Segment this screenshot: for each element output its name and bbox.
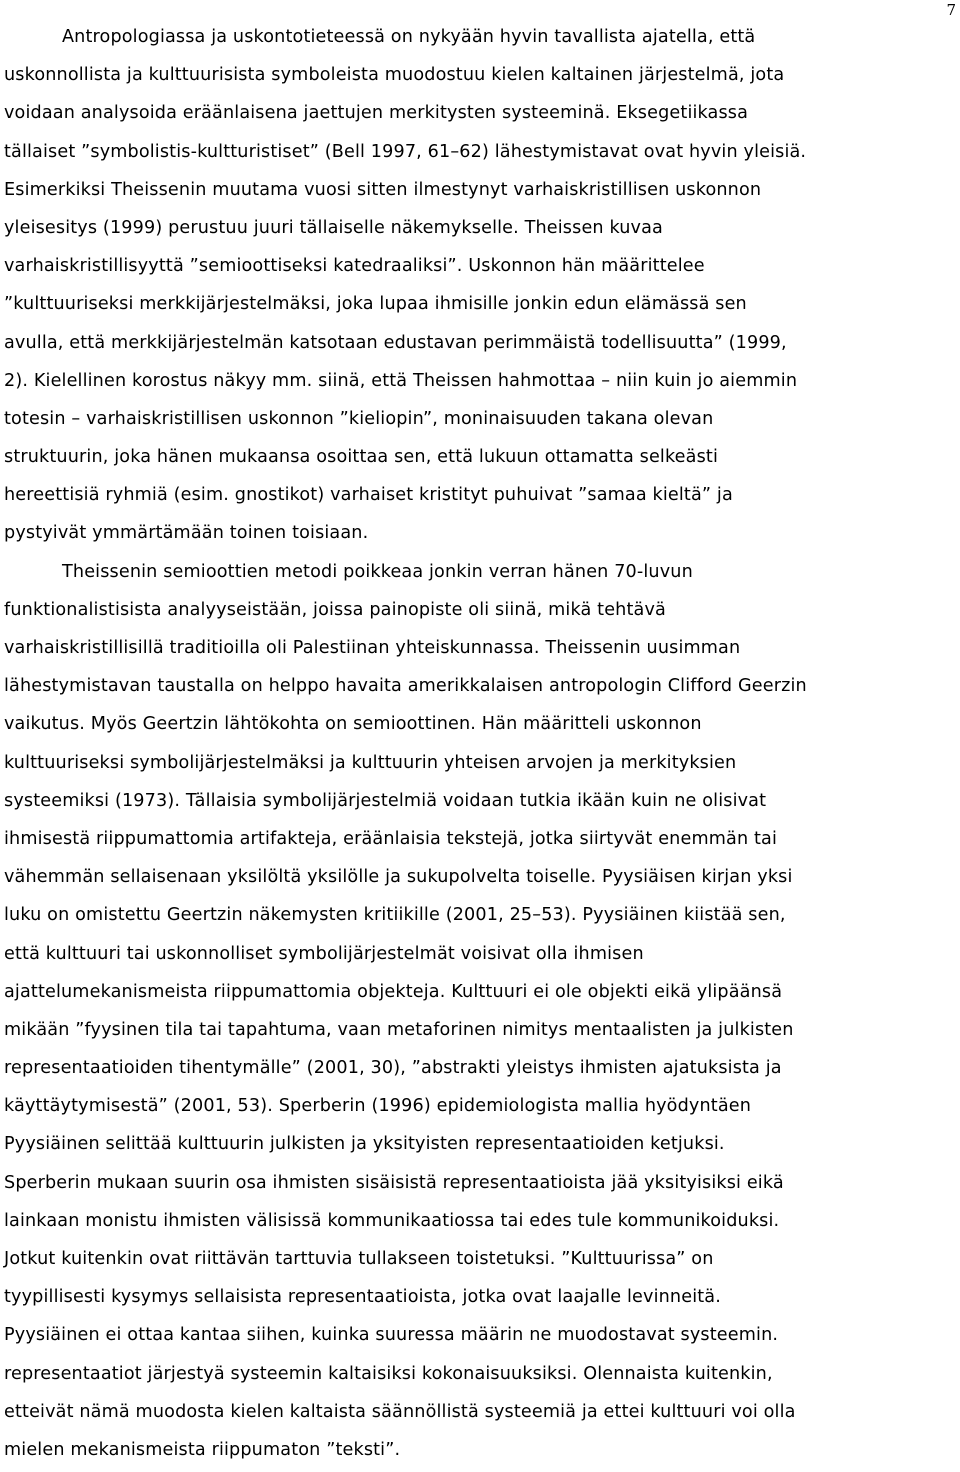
page-number: 7 — [946, 1, 956, 19]
paragraph-2 — [4, 553, 956, 1470]
text-line: avulla, että merkkijärjestelmän katsotaan edustavan perimmäistä todellisuutta” (1999, — [4, 332, 787, 353]
text-line: systeemiksi (1973). Tällaisia symbolijärjestelmiä voidaan tutkia ikään kuin ne olisivat — [4, 790, 767, 811]
paragraph-1 — [4, 18, 956, 553]
text-line: vähemmän sellaisenaan yksilöltä yksilölle ja sukupolvelta toiselle. Pyysiäisen kirjan yksi — [4, 867, 793, 888]
text-line: funktionalistisista analyyseistään, joissa painopiste oli siinä, mikä tehtävä — [4, 599, 666, 620]
body-text — [4, 18, 956, 1469]
text-line: ”kulttuuriseksi merkkijärjestelmäksi, joka lupaa ihmisille jonkin edun elämässä sen — [4, 294, 747, 315]
text-line: Pyysiäinen selittää kulttuurin julkisten ja yksityisten representaatioiden ketjuksi. — [4, 1134, 725, 1155]
text-line: yleisesitys (1999) perustuu juuri tällaiselle näkemykselle. Theissen kuvaa — [4, 217, 663, 238]
text-line: luku on omistettu Geertzin näkemysten kritiikille (2001, 25–53). Pyysiäinen kiistää sen, — [4, 905, 786, 926]
text-line: ajattelumekanismeista riippumattomia objekteja. Kulttuuri ei ole objekti eikä ylipäänsä — [4, 981, 783, 1002]
text-line: uskonnollista ja kulttuurisista symboleista muodostuu kielen kaltainen järjestelmä, jota — [4, 65, 785, 86]
text-line: käyttäytymisestä” (2001, 53). Sperberin (1996) epidemiologista mallia hyödyntäen — [4, 1096, 752, 1117]
text-line: Pyysiäinen ei ottaa kantaa siihen, kuinka suuressa määrin ne muodostavat systeemin. — [4, 1325, 779, 1346]
text-line: pystyivät ymmärtämään toinen toisiaan. — [4, 523, 369, 544]
text-line: Sperberin mukaan suurin osa ihmisten sisäisistä representaatioista jää yksityisiksi eikä — [4, 1172, 784, 1193]
text-line: tällaiset ”symbolistis-kultturistiset” (Bell 1997, 61–62) lähestymistavat ovat hyvin yleisiä. — [4, 141, 807, 162]
text-line: 2). Kielellinen korostus näkyy mm. siinä, että Theissen hahmottaa – niin kuin jo aiemmin — [4, 370, 798, 391]
text-line: varhaiskristillisillä traditioilla oli Palestiinan yhteiskunnassa. Theissenin uusimman — [4, 638, 741, 658]
text-line: totesin – varhaiskristillisen uskonnon ”kieliopin”, moninaisuuden takana olevan — [4, 408, 714, 429]
text-line: tyypillisesti kysymys sellaisista representaatioista, jotka ovat laajalle levinneitä. — [4, 1287, 721, 1308]
text-line: kulttuuriseksi symbolijärjestelmäksi ja kulttuurin yhteisen arvojen ja merkityksien — [4, 752, 737, 773]
text-line: ihmisestä riippumattomia artifakteja, eräänlaisia tekstejä, jotka siirtyvät enemmän tai — [4, 828, 778, 849]
text-line: lainkaan monistu ihmisten välisissä kommunikaatiossa tai edes tule kommunikoiduksi. — [4, 1210, 780, 1231]
text-line: Antropologiassa ja uskontotieteessä on nykyään hyvin tavallista ajatella, että — [62, 27, 756, 47]
text-line: voidaan analysoida eräänlaisena jaettujen merkitysten systeeminä. Eksegetiikassa — [4, 103, 749, 124]
text-line: että kulttuuri tai uskonnolliset symbolijärjestelmät voisivat olla ihmisen — [4, 943, 644, 964]
text-line: Esimerkiksi Theissenin muutama vuosi sitten ilmestynyt varhaiskristillisen uskonnon — [4, 179, 762, 200]
text-line: representaatiot järjestyä systeemin kaltaisiksi kokonaisuuksiksi. Olennaista kuitenkin, — [4, 1363, 773, 1384]
text-line: mielen mekanismeista riippumaton ”teksti”. — [4, 1439, 401, 1460]
text-line: mikään ”fyysinen tila tai tapahtuma, vaan metaforinen nimitys mentaalisten ja julkisten — [4, 1019, 794, 1040]
text-line: Theissenin semioottien metodi poikkeaa jonkin verran hänen 70-luvun — [62, 561, 693, 582]
text-line: Jotkut kuitenkin ovat riittävän tarttuvia tullakseen toistetuksi. ”Kulttuurissa” on — [4, 1249, 714, 1269]
text-line: varhaiskristillisyyttä ”semioottiseksi katedraaliksi”. Uskonnon hän määrittelee — [4, 256, 705, 277]
text-line: vaikutus. Myös Geertzin lähtökohta on semioottinen. Hän määritteli uskonnon — [4, 714, 702, 735]
text-line: etteivät nämä muodosta kielen kaltaista säännöllistä systeemiä ja ettei kulttuuri voi olla — [4, 1401, 796, 1422]
text-line: representaatioiden tihentymälle” (2001, 30), ”abstrakti yleistys ihmisten ajatuksista ja — [4, 1058, 782, 1079]
text-line: hereettisiä ryhmiä (esim. gnostikot) varhaiset kristityt puhuivat ”samaa kieltä” ja — [4, 485, 733, 506]
text-line: struktuurin, joka hänen mukaansa osoittaa sen, että lukuun ottamatta selkeästi — [4, 447, 718, 468]
text-line: lähestymistavan taustalla on helppo havaita amerikkalaisen antropologin Clifford Geerzin — [4, 676, 807, 697]
